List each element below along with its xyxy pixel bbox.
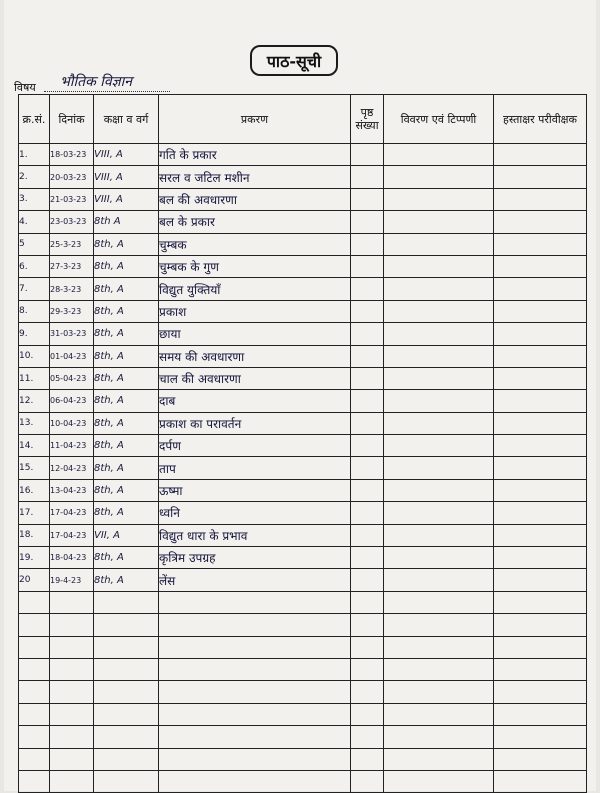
topic-cell: लेंस <box>159 569 351 591</box>
serial-cell: 18. <box>19 524 50 546</box>
serial-cell <box>19 726 50 748</box>
date-cell: 18-04-23 <box>50 547 94 569</box>
table-row <box>19 166 587 188</box>
remarks-cell <box>384 345 494 367</box>
remarks-cell <box>384 569 494 591</box>
serial-cell <box>19 681 50 703</box>
table-row <box>19 233 587 255</box>
page-number-cell <box>351 278 384 300</box>
date-cell: 23-03-23 <box>50 211 94 233</box>
remarks-cell <box>384 300 494 322</box>
page-number-cell <box>351 390 384 412</box>
topic-cell: कृत्रिम उपग्रह <box>159 547 351 569</box>
topic-cell: विद्युत युक्तियाँ <box>159 278 351 300</box>
remarks-cell <box>384 726 494 748</box>
header-signature: हस्ताक्षर परीवीक्षक <box>494 95 587 144</box>
class-cell <box>94 748 159 770</box>
date-cell: 20-03-23 <box>50 166 94 188</box>
date-cell: 17-04-23 <box>50 502 94 524</box>
date-cell: 01-04-23 <box>50 345 94 367</box>
page-number-cell <box>351 144 384 166</box>
class-cell: 8th, A <box>94 367 159 389</box>
signature-cell <box>494 457 587 479</box>
header-serial: क्र.सं. <box>19 95 50 144</box>
topic-cell: प्रकाश <box>159 300 351 322</box>
remarks-cell <box>384 681 494 703</box>
date-cell: 18-03-23 <box>50 144 94 166</box>
class-cell: 8th A <box>94 211 159 233</box>
class-cell: 8th, A <box>94 547 159 569</box>
remarks-cell <box>384 144 494 166</box>
remarks-cell <box>384 703 494 725</box>
class-cell <box>94 681 159 703</box>
remarks-cell <box>384 770 494 792</box>
class-cell: 8th, A <box>94 233 159 255</box>
remarks-cell <box>384 188 494 210</box>
empty-table-row <box>19 591 587 613</box>
signature-cell <box>494 412 587 434</box>
date-cell <box>50 658 94 680</box>
signature-cell <box>494 591 587 613</box>
page-number-cell <box>351 323 384 345</box>
page-number-cell <box>351 524 384 546</box>
serial-cell <box>19 636 50 658</box>
remarks-cell <box>384 636 494 658</box>
signature-cell <box>494 569 587 591</box>
topic-cell: चुम्बक के गुण <box>159 255 351 277</box>
topic-cell <box>159 770 351 792</box>
class-cell <box>94 703 159 725</box>
topic-cell: प्रकाश का परावर्तन <box>159 412 351 434</box>
date-cell: 28-3-23 <box>50 278 94 300</box>
class-cell <box>94 658 159 680</box>
serial-cell <box>19 748 50 770</box>
serial-cell: 20 <box>19 569 50 591</box>
header-remarks: विवरण एवं टिप्पणी <box>384 95 494 144</box>
class-cell: VIII, A <box>94 144 159 166</box>
page-number-cell <box>351 569 384 591</box>
table-row <box>19 345 587 367</box>
remarks-cell <box>384 211 494 233</box>
date-cell: 21-03-23 <box>50 188 94 210</box>
topic-cell: चुम्बक <box>159 233 351 255</box>
date-cell: 31-03-23 <box>50 323 94 345</box>
remarks-cell <box>384 367 494 389</box>
header-topic: प्रकरण <box>159 95 351 144</box>
remarks-cell <box>384 524 494 546</box>
serial-cell <box>19 770 50 792</box>
signature-cell <box>494 255 587 277</box>
date-cell: 06-04-23 <box>50 390 94 412</box>
date-cell <box>50 591 94 613</box>
topic-cell: सरल व जटिल मशीन <box>159 166 351 188</box>
empty-table-row <box>19 726 587 748</box>
signature-cell <box>494 748 587 770</box>
lesson-table <box>18 94 587 793</box>
serial-cell: 5 <box>19 233 50 255</box>
serial-cell: 16. <box>19 479 50 501</box>
date-cell: 10-04-23 <box>50 412 94 434</box>
class-cell <box>94 614 159 636</box>
serial-cell: 13. <box>19 412 50 434</box>
topic-cell <box>159 726 351 748</box>
empty-table-row <box>19 658 587 680</box>
table-row <box>19 300 587 322</box>
page-number-cell <box>351 211 384 233</box>
remarks-cell <box>384 435 494 457</box>
page-number-cell <box>351 591 384 613</box>
page-number-cell <box>351 367 384 389</box>
class-cell: 8th, A <box>94 278 159 300</box>
table-row <box>19 211 587 233</box>
page-number-cell <box>351 300 384 322</box>
topic-cell <box>159 614 351 636</box>
page-number-cell <box>351 233 384 255</box>
date-cell <box>50 703 94 725</box>
class-cell: VII, A <box>94 524 159 546</box>
table-row <box>19 278 587 300</box>
serial-cell: 15. <box>19 457 50 479</box>
class-cell: 8th, A <box>94 345 159 367</box>
table-row <box>19 547 587 569</box>
date-cell: 27-3-23 <box>50 255 94 277</box>
topic-cell: बल के प्रकार <box>159 211 351 233</box>
topic-cell: समय की अवधारणा <box>159 345 351 367</box>
signature-cell <box>494 547 587 569</box>
serial-cell: 7. <box>19 278 50 300</box>
empty-table-row <box>19 614 587 636</box>
signature-cell <box>494 300 587 322</box>
signature-cell <box>494 658 587 680</box>
serial-cell: 12. <box>19 390 50 412</box>
serial-cell: 11. <box>19 367 50 389</box>
topic-cell: दर्पण <box>159 435 351 457</box>
table-row <box>19 569 587 591</box>
serial-cell: 8. <box>19 300 50 322</box>
table-body <box>19 144 587 793</box>
remarks-cell <box>384 412 494 434</box>
class-cell: 8th, A <box>94 502 159 524</box>
topic-cell: चाल की अवधारणा <box>159 367 351 389</box>
page-number-cell <box>351 547 384 569</box>
class-cell <box>94 726 159 748</box>
signature-cell <box>494 390 587 412</box>
topic-cell <box>159 681 351 703</box>
remarks-cell <box>384 390 494 412</box>
date-cell: 05-04-23 <box>50 367 94 389</box>
topic-cell: छाया <box>159 323 351 345</box>
table-row <box>19 188 587 210</box>
date-cell: 12-04-23 <box>50 457 94 479</box>
empty-table-row <box>19 703 587 725</box>
date-cell <box>50 636 94 658</box>
remarks-cell <box>384 278 494 300</box>
page-title: पाठ-सूची <box>250 45 338 76</box>
header-class-section: कक्षा व वर्ग <box>94 95 159 144</box>
signature-cell <box>494 435 587 457</box>
table-row <box>19 457 587 479</box>
lesson-register-page <box>4 0 596 791</box>
signature-cell <box>494 345 587 367</box>
table-row <box>19 367 587 389</box>
page-number-cell <box>351 658 384 680</box>
remarks-cell <box>384 166 494 188</box>
signature-cell <box>494 524 587 546</box>
topic-cell: ऊष्मा <box>159 479 351 501</box>
empty-table-row <box>19 748 587 770</box>
table-row <box>19 502 587 524</box>
signature-cell <box>494 278 587 300</box>
remarks-cell <box>384 547 494 569</box>
topic-cell <box>159 748 351 770</box>
signature-cell <box>494 703 587 725</box>
subject-value: भौतिक विज्ञान <box>60 74 133 90</box>
page-number-cell <box>351 681 384 703</box>
remarks-cell <box>384 591 494 613</box>
class-cell <box>94 636 159 658</box>
page-number-cell <box>351 479 384 501</box>
page-number-cell <box>351 188 384 210</box>
page-number-cell <box>351 726 384 748</box>
remarks-cell <box>384 255 494 277</box>
table-row <box>19 412 587 434</box>
serial-cell: 19. <box>19 547 50 569</box>
serial-cell: 3. <box>19 188 50 210</box>
signature-cell <box>494 479 587 501</box>
serial-cell: 6. <box>19 255 50 277</box>
empty-table-row <box>19 770 587 792</box>
serial-cell: 1. <box>19 144 50 166</box>
class-cell: VIII, A <box>94 166 159 188</box>
serial-cell: 9. <box>19 323 50 345</box>
topic-cell: ध्वनि <box>159 502 351 524</box>
table-row <box>19 255 587 277</box>
page-number-cell <box>351 166 384 188</box>
remarks-cell <box>384 502 494 524</box>
topic-cell <box>159 591 351 613</box>
class-cell <box>94 770 159 792</box>
remarks-cell <box>384 479 494 501</box>
class-cell <box>94 591 159 613</box>
page-number-cell <box>351 457 384 479</box>
topic-cell: दाब <box>159 390 351 412</box>
class-cell: 8th, A <box>94 412 159 434</box>
page-number-cell <box>351 614 384 636</box>
signature-cell <box>494 144 587 166</box>
topic-cell: विद्युत धारा के प्रभाव <box>159 524 351 546</box>
date-cell: 13-04-23 <box>50 479 94 501</box>
class-cell: 8th, A <box>94 255 159 277</box>
subject-underline <box>44 91 170 92</box>
serial-cell <box>19 614 50 636</box>
date-cell <box>50 726 94 748</box>
class-cell: VIII, A <box>94 188 159 210</box>
date-cell: 25-3-23 <box>50 233 94 255</box>
signature-cell <box>494 681 587 703</box>
header-page-number: पृष्ठ संख्या <box>351 95 384 144</box>
page-number-cell <box>351 255 384 277</box>
topic-cell <box>159 636 351 658</box>
signature-cell <box>494 726 587 748</box>
class-cell: 8th, A <box>94 323 159 345</box>
page-number-cell <box>351 345 384 367</box>
class-cell: 8th, A <box>94 569 159 591</box>
signature-cell <box>494 367 587 389</box>
topic-cell <box>159 658 351 680</box>
table-row <box>19 435 587 457</box>
date-cell: 29-3-23 <box>50 300 94 322</box>
serial-cell: 17. <box>19 502 50 524</box>
serial-cell: 14. <box>19 435 50 457</box>
empty-table-row <box>19 636 587 658</box>
page-number-cell <box>351 703 384 725</box>
remarks-cell <box>384 233 494 255</box>
class-cell: 8th, A <box>94 457 159 479</box>
page-number-cell <box>351 748 384 770</box>
page-number-cell <box>351 502 384 524</box>
subject-label: विषय <box>14 81 36 94</box>
table-row <box>19 479 587 501</box>
class-cell: 8th, A <box>94 300 159 322</box>
class-cell: 8th, A <box>94 479 159 501</box>
topic-cell: गति के प्रकार <box>159 144 351 166</box>
serial-cell: 2. <box>19 166 50 188</box>
remarks-cell <box>384 323 494 345</box>
empty-table-row <box>19 681 587 703</box>
remarks-cell <box>384 748 494 770</box>
table-row <box>19 524 587 546</box>
date-cell <box>50 681 94 703</box>
signature-cell <box>494 211 587 233</box>
table-row <box>19 323 587 345</box>
table-row <box>19 144 587 166</box>
page-number-cell <box>351 412 384 434</box>
table-header-row <box>19 95 587 144</box>
serial-cell <box>19 658 50 680</box>
page-number-cell <box>351 435 384 457</box>
topic-cell: ताप <box>159 457 351 479</box>
serial-cell <box>19 591 50 613</box>
remarks-cell <box>384 658 494 680</box>
signature-cell <box>494 614 587 636</box>
class-cell: 8th, A <box>94 390 159 412</box>
topic-cell: बल की अवधारणा <box>159 188 351 210</box>
date-cell <box>50 748 94 770</box>
serial-cell: 10. <box>19 345 50 367</box>
remarks-cell <box>384 457 494 479</box>
table-row <box>19 390 587 412</box>
signature-cell <box>494 502 587 524</box>
date-cell <box>50 770 94 792</box>
signature-cell <box>494 323 587 345</box>
page-number-cell <box>351 770 384 792</box>
serial-cell <box>19 703 50 725</box>
serial-cell: 4. <box>19 211 50 233</box>
topic-cell <box>159 703 351 725</box>
date-cell: 11-04-23 <box>50 435 94 457</box>
page-number-cell <box>351 636 384 658</box>
signature-cell <box>494 770 587 792</box>
class-cell: 8th, A <box>94 435 159 457</box>
date-cell: 17-04-23 <box>50 524 94 546</box>
signature-cell <box>494 166 587 188</box>
signature-cell <box>494 188 587 210</box>
signature-cell <box>494 233 587 255</box>
header-date: दिनांक <box>50 95 94 144</box>
signature-cell <box>494 636 587 658</box>
date-cell <box>50 614 94 636</box>
remarks-cell <box>384 614 494 636</box>
date-cell: 19-4-23 <box>50 569 94 591</box>
